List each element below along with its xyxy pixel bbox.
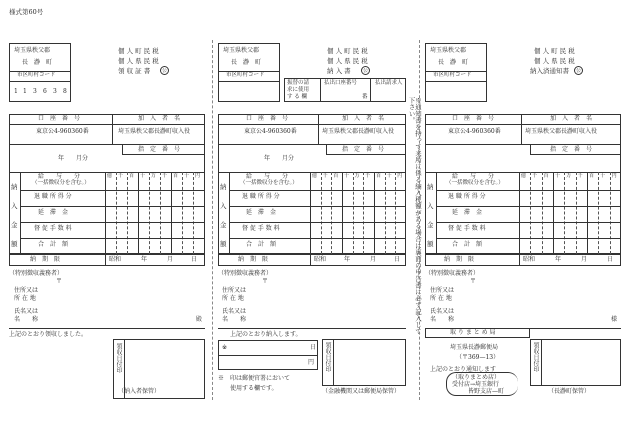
notify-note: 上記のとおり通知します: [430, 366, 497, 373]
footnote: ※ 印は郵便官署において: [218, 375, 291, 382]
salary-label: 給 与 分: [38, 173, 81, 180]
subscriber-label: 加 入 者 名: [138, 115, 181, 122]
document-title-payment: 納 入 書: [327, 67, 351, 75]
post-office-name: 埼玉県長瀞郵便局: [450, 344, 499, 351]
tax-name-prefecture: 個 人 県 民 税: [118, 57, 159, 65]
honorific: 殿: [196, 316, 203, 323]
form-number: 様式第60号: [9, 8, 44, 16]
retirement-row-label: 退 職 所 得 分: [34, 193, 72, 200]
account-number-label: 口 座 番 号: [38, 115, 81, 122]
address-label: 住所又は: [14, 287, 39, 294]
document-title-notification: 納入済通知書: [530, 67, 569, 75]
side-instruction: ※通知書を持って来所に係る納入税額がある場合は裏面の申告書に必ず記入して下さい。: [407, 97, 422, 335]
total-row-label: 合 計 額: [38, 241, 69, 248]
late-fee-row-label: 延 滞 金: [38, 209, 69, 216]
special-collector-label: （特別徴収義務者）: [9, 270, 64, 277]
receipt-note: 上記のとおり領収しました。: [9, 331, 88, 338]
designated-number-label: 指 定 番 号: [138, 146, 181, 153]
reminder-fee-row-label: 督 促 手 数 料: [34, 225, 72, 232]
postal-mark: 〒: [56, 278, 63, 285]
tax-name-town: 個 人 町 民 税: [118, 47, 159, 55]
digit-headings: 億 千 百 十 万 千 百 十 円: [107, 173, 201, 179]
account-number: 東京公4-960360番: [36, 128, 89, 135]
name-label: 氏名又は: [14, 308, 39, 315]
payer-name: 埼玉県秩父郡: [14, 47, 51, 54]
post-code: （〒369—13）: [456, 354, 500, 361]
payer-keeper: （納入者保管）: [118, 388, 161, 395]
payment-note: 上記のとおり納入します。: [230, 331, 302, 338]
due-date-label: 納 期 限: [30, 256, 61, 263]
amount-digit-grid: [105, 172, 205, 254]
bank-keeper: （金融機関又は郵便局保管）: [322, 388, 401, 395]
collection-office-label: 取 り ま と め 局: [450, 329, 496, 336]
subscriber-name: 埼玉県秩父郡長瀞町収入役: [118, 128, 191, 135]
year-month: 年 月分: [58, 155, 89, 162]
town-name: 長 瀞 町: [22, 59, 53, 66]
official-seal: 公: [161, 68, 167, 74]
receipt-stamp-label: 領収日付印: [115, 343, 122, 373]
town-code-label: 市区町村コード: [17, 72, 56, 78]
town-keeper: （長瀞町保管）: [548, 388, 591, 395]
document-title: 領 収 証 書: [118, 67, 151, 75]
amount-side-label: 納 入 金 額: [11, 183, 18, 248]
due-date-parts: 昭和 年 月 日: [109, 256, 198, 263]
salary-note: （一括徴収分を含む。）: [32, 180, 90, 186]
town-code-digits: 1 1 3 6 3 8: [14, 88, 67, 95]
